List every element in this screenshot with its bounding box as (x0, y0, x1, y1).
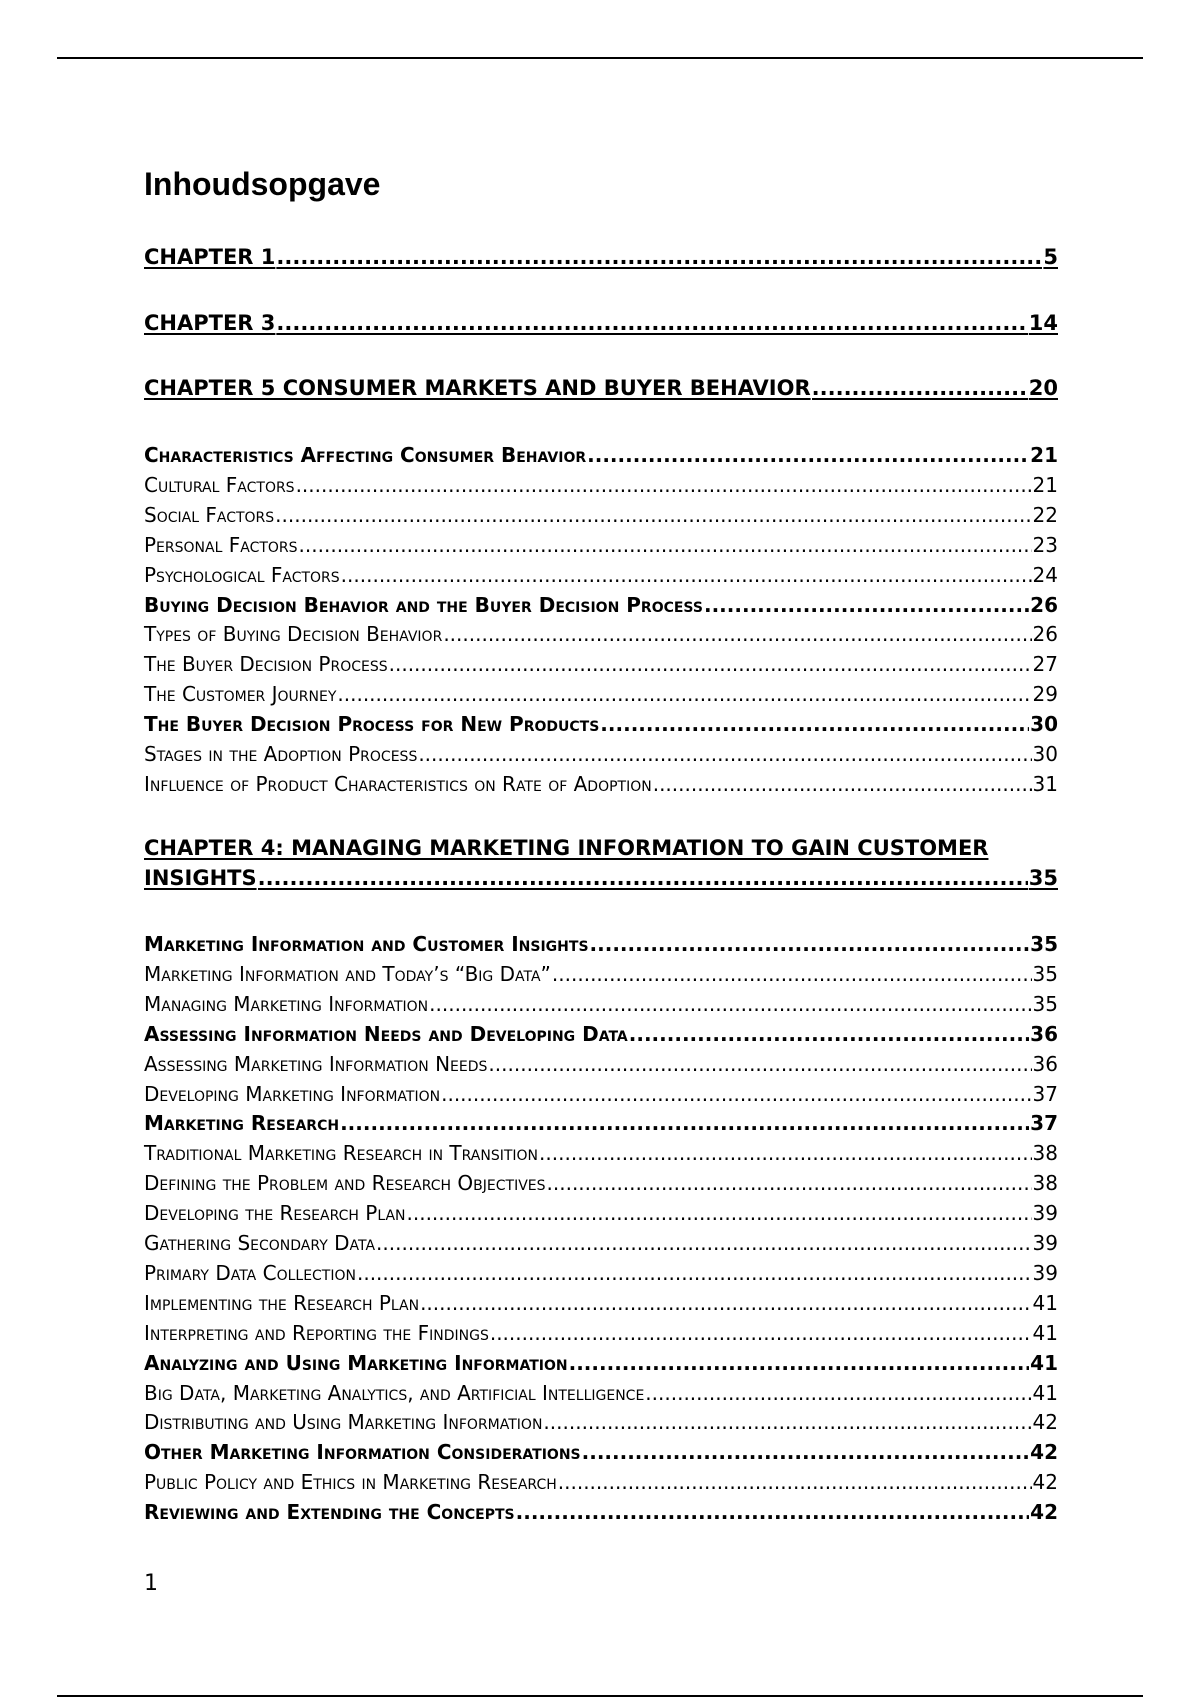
toc-entry-page: 24 (1032, 562, 1058, 587)
toc-subsection-entry[interactable] (144, 1141, 1058, 1171)
toc-dot-leader (341, 563, 1032, 587)
toc-entry-page: 39 (1032, 1231, 1058, 1255)
toc-subsection-entry[interactable] (144, 1171, 1058, 1201)
toc-subsection-entry[interactable] (144, 1052, 1058, 1082)
toc-dot-leader (543, 1410, 1031, 1434)
toc-entry-label: Cultural Factors (144, 472, 295, 497)
toc-subsection-entry[interactable] (144, 533, 1058, 563)
toc-subsection-entry[interactable] (144, 1261, 1058, 1291)
toc-subsection-entry[interactable] (144, 1470, 1058, 1500)
toc-entry-page: 36 (1030, 1021, 1058, 1046)
toc-entry-page: 37 (1032, 1081, 1058, 1106)
toc-dot-leader (296, 473, 1032, 497)
page-number: 1 (144, 1571, 158, 1596)
toc-entry-label: Interpreting and Reporting the Findings (144, 1320, 489, 1345)
toc-dot-leader (258, 866, 1028, 890)
toc-subsection-entry[interactable] (144, 1321, 1058, 1351)
toc-entry-label: Big Data, Marketing Analytics, and Artificial Intelligence (144, 1380, 645, 1405)
toc-entry-page: 31 (1032, 771, 1058, 796)
toc-entry-label: Marketing Information and Today’s “Big Data” (144, 961, 551, 986)
toc-entry-label: Characteristics Affecting Consumer Behavior (144, 443, 587, 467)
toc-chapter-4-title-line1: CHAPTER 4: MANAGING MARKETING INFORMATION TO GAIN CUSTOMER (144, 836, 989, 860)
toc-entry-label: Assessing Marketing Information Needs (144, 1051, 488, 1076)
toc-section-entry[interactable] (144, 443, 1058, 473)
toc-entry-page: 41 (1032, 1380, 1058, 1405)
toc-entry-page: 29 (1032, 682, 1058, 707)
toc-entry-page: 21 (1030, 443, 1058, 467)
toc-dot-leader (590, 932, 1030, 956)
toc-entry-page: 26 (1032, 622, 1058, 647)
toc-entry-label: Managing Marketing Information (144, 991, 429, 1016)
toc-dot-leader (276, 245, 1042, 269)
toc-entry-label: Developing the Research Plan (144, 1201, 406, 1226)
toc-dot-leader (653, 772, 1032, 796)
toc-section-entry[interactable] (144, 1022, 1058, 1052)
toc-dot-leader (516, 1500, 1030, 1524)
toc-entry-label: Stages in the Adoption Process (144, 742, 418, 766)
toc-subsection-entry[interactable] (144, 652, 1058, 682)
toc-subsection-entry[interactable] (144, 742, 1058, 772)
toc-dot-leader (299, 533, 1032, 557)
toc-dot-leader (340, 1111, 1029, 1135)
toc-entry-page: 37 (1030, 1111, 1058, 1136)
toc-entry-page: 41 (1032, 1320, 1058, 1345)
toc-entry-label: Personal Factors (144, 532, 298, 557)
toc-entry-page: 41 (1032, 1290, 1058, 1315)
toc-dot-leader (490, 1321, 1032, 1345)
toc-dot-leader (357, 1261, 1032, 1285)
toc-entry-page: 5 (1043, 245, 1058, 269)
toc-entry-label: The Buyer Decision Process (144, 652, 388, 677)
toc-entry-page: 20 (1028, 376, 1058, 400)
toc-dot-leader (812, 376, 1028, 400)
toc-section-entry[interactable] (144, 712, 1058, 742)
toc-entry-page: 35 (1028, 866, 1058, 890)
toc-entry-label: Marketing Research (144, 1111, 340, 1136)
toc-entry-label: Defining the Problem and Research Objectives (144, 1171, 546, 1196)
toc-dot-leader (582, 1440, 1030, 1464)
toc-dot-leader (389, 652, 1032, 676)
toc-dot-leader (488, 1052, 1031, 1076)
toc-subsection-entry[interactable] (144, 1082, 1058, 1112)
toc-subsection-entry[interactable] (144, 1231, 1058, 1261)
toc-subsection-entry[interactable] (144, 1381, 1058, 1411)
toc-subsection-entry[interactable] (144, 1291, 1058, 1321)
toc-entry-page: 30 (1032, 742, 1058, 766)
toc-dot-leader (275, 503, 1031, 527)
toc-subsection-entry[interactable] (144, 682, 1058, 712)
toc-dot-leader (569, 1351, 1030, 1375)
header-rule (57, 57, 1143, 59)
toc-chapter-4-title-line2 (144, 866, 1058, 896)
toc-entry-page: 42 (1032, 1470, 1058, 1495)
toc-dot-leader (276, 311, 1027, 335)
toc-entry-label: Influence of Product Characteristics on Rate of Adoption (144, 771, 652, 796)
toc-subsection-entry[interactable] (144, 503, 1058, 533)
toc-entry-page: 26 (1030, 592, 1058, 617)
toc-subsection-entry[interactable] (144, 1201, 1058, 1231)
toc-entry-page: 23 (1032, 532, 1058, 557)
toc-dot-leader (600, 712, 1029, 736)
toc-entry-label: CHAPTER 3 (144, 311, 276, 335)
toc-dot-leader (443, 622, 1031, 646)
toc-subsection-entry[interactable] (144, 473, 1058, 503)
toc-entry-label: Primary Data Collection (144, 1260, 356, 1285)
toc-subsection-entry[interactable] (144, 962, 1058, 992)
toc-entry-label: Public Policy and Ethics in Marketing Research (144, 1470, 557, 1495)
toc-entry-page: 35 (1030, 932, 1058, 956)
toc-entry-page: 35 (1032, 991, 1058, 1016)
toc-entry-page: 39 (1032, 1201, 1058, 1226)
toc-entry-label: Psychological Factors (144, 562, 340, 587)
toc-entry-page: 38 (1032, 1141, 1058, 1166)
toc-entry-label: Reviewing and Extending the Concepts (144, 1500, 515, 1525)
toc-entry-label: Developing Marketing Information (144, 1081, 441, 1106)
toc-entry-label: Implementing the Research Plan (144, 1290, 420, 1315)
toc-chapter-1[interactable] (144, 245, 1058, 275)
toc-dot-leader (337, 682, 1031, 706)
toc-section-entry[interactable] (144, 593, 1058, 623)
toc-entry-page: 36 (1032, 1051, 1058, 1076)
toc-dot-leader (558, 1470, 1032, 1494)
toc-entry-label: CHAPTER 1 (144, 245, 276, 269)
toc-entry-page: 41 (1030, 1350, 1058, 1375)
toc-chapter-4[interactable] (144, 836, 1058, 896)
toc-dot-leader (407, 1201, 1032, 1225)
toc-entry-label: The Customer Journey (144, 682, 337, 707)
toc-subsection-entry[interactable] (144, 772, 1058, 802)
toc-dot-leader (552, 962, 1032, 986)
toc-subsection-entry[interactable] (144, 992, 1058, 1022)
toc-entry-page: 42 (1030, 1440, 1058, 1465)
toc-section-entry[interactable] (144, 1111, 1058, 1141)
toc-chapter-5[interactable] (144, 376, 1058, 406)
toc-entry-page: 38 (1032, 1171, 1058, 1196)
toc-section-entry[interactable] (144, 1440, 1058, 1470)
toc-subsection-entry[interactable] (144, 1410, 1058, 1440)
toc-entry-page: 14 (1028, 311, 1058, 335)
toc-entry-page: 21 (1032, 472, 1058, 497)
toc-dot-leader (429, 992, 1031, 1016)
toc-dot-leader (587, 443, 1029, 467)
toc-dot-leader (645, 1381, 1031, 1405)
toc-entry-page: 42 (1032, 1410, 1058, 1435)
toc-entry-label: Types of Buying Decision Behavior (144, 622, 443, 647)
toc-dot-leader (418, 742, 1031, 766)
toc-entry-label: Gathering Secondary Data (144, 1231, 376, 1255)
toc-entry-page: 35 (1032, 961, 1058, 986)
toc-entry-label: CHAPTER 5 CONSUMER MARKETS AND BUYER BEHAVIOR (144, 376, 811, 400)
toc-dot-leader (376, 1231, 1032, 1255)
toc-entry-page: 42 (1030, 1500, 1058, 1525)
toc-section-entry[interactable] (144, 932, 1058, 962)
toc-subsection-entry[interactable] (144, 622, 1058, 652)
toc-entry-label: INSIGHTS (144, 866, 257, 890)
toc-entry-label: Social Factors (144, 502, 275, 527)
toc-entry-label: Other Marketing Information Considerations (144, 1440, 581, 1465)
toc-entry-page: 30 (1030, 712, 1058, 737)
toc-subsection-entry[interactable] (144, 563, 1058, 593)
toc-section-entry[interactable] (144, 1351, 1058, 1381)
toc-entry-label: The Buyer Decision Process for New Products (144, 712, 600, 737)
toc-dot-leader (539, 1141, 1032, 1165)
toc-entry-page: 22 (1032, 502, 1058, 527)
toc-section-entry[interactable] (144, 1500, 1058, 1530)
toc-entry-label: Analyzing and Using Marketing Information (144, 1350, 568, 1375)
toc-dot-leader (420, 1291, 1031, 1315)
toc-entry-page: 39 (1032, 1260, 1058, 1285)
toc-dot-leader (629, 1022, 1029, 1046)
toc-entry-page: 27 (1032, 652, 1058, 677)
toc-dot-leader (704, 593, 1029, 617)
toc-dot-leader (441, 1082, 1031, 1106)
toc-title: Inhoudsopgave (144, 166, 381, 202)
toc-entry-label: Traditional Marketing Research in Transition (144, 1141, 539, 1166)
toc-entry-label: Distributing and Using Marketing Information (144, 1410, 543, 1435)
footer-rule (57, 1695, 1143, 1697)
toc-entry-label: Marketing Information and Customer Insights (144, 932, 589, 956)
toc-dot-leader (547, 1171, 1032, 1195)
toc-chapter-3[interactable] (144, 311, 1058, 341)
toc-entry-label: Buying Decision Behavior and the Buyer Decision Process (144, 592, 703, 617)
toc-entry-label: Assessing Information Needs and Developing Data (144, 1021, 628, 1046)
